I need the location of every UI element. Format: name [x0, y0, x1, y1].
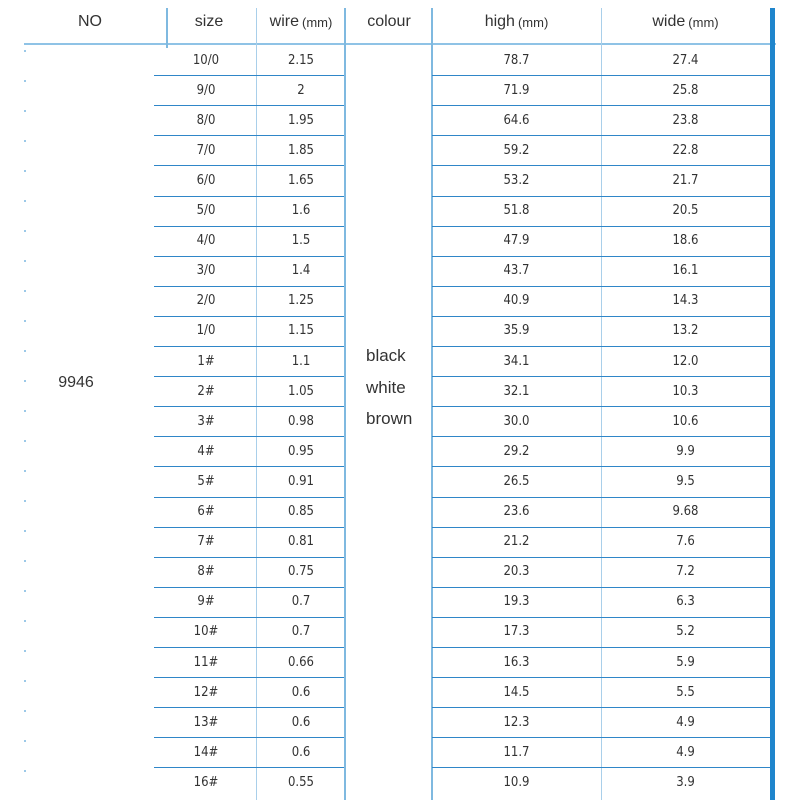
cell-high: 16.3 [503, 654, 530, 670]
cell-wide: 5.9 [676, 654, 695, 670]
cell-wide: 22.8 [672, 142, 699, 158]
row-divider [154, 165, 344, 166]
header-wide [601, 0, 770, 44]
table-row [432, 135, 770, 165]
cell-high: 12.3 [503, 714, 530, 730]
cell-wire: 0.91 [287, 473, 315, 489]
table-row [432, 647, 770, 677]
table-row [432, 286, 770, 316]
header-high [432, 0, 601, 44]
table-row [154, 45, 344, 75]
row-divider [154, 346, 344, 347]
model-number: 9946 [58, 374, 94, 391]
table-row [432, 256, 770, 286]
table-row [154, 647, 344, 677]
table-row [154, 165, 344, 195]
cell-wire: 1.1 [291, 353, 311, 369]
table-row [154, 286, 344, 316]
cell-size: 7/0 [196, 142, 216, 158]
cell-wide: 4.9 [676, 714, 695, 730]
row-divider [432, 557, 770, 558]
cell-high: 32.1 [503, 383, 530, 399]
header-wire [258, 0, 344, 44]
row-divider [154, 617, 344, 618]
cell-size: 16# [193, 774, 219, 790]
cell-wide: 20.5 [672, 203, 699, 218]
row-divider [432, 677, 770, 678]
table-row [154, 767, 344, 797]
colour-item: white [366, 377, 406, 397]
table-row [432, 346, 770, 376]
cell-wire: 1.4 [291, 263, 311, 279]
header-colour [346, 0, 432, 44]
row-divider [432, 647, 770, 648]
cell-high: 10.9 [503, 774, 530, 790]
table-row [154, 737, 344, 767]
row-divider [432, 587, 770, 588]
table-row [432, 677, 770, 707]
cell-size: 8# [197, 564, 215, 580]
row-divider [432, 165, 770, 166]
table-row [432, 767, 770, 797]
cell-size: 14# [193, 744, 219, 760]
table-row [154, 527, 344, 557]
colour-item: brown [366, 409, 413, 428]
cell-wide: 16.1 [672, 263, 699, 279]
cell-size: 5/0 [196, 203, 216, 218]
row-divider [154, 707, 344, 708]
cell-wire: 1.65 [287, 172, 315, 188]
cell-wire: 0.75 [287, 564, 315, 580]
cell-wide: 9.5 [676, 473, 695, 489]
row-divider [432, 196, 770, 197]
left-margin-marks [24, 50, 26, 790]
table-row [432, 707, 770, 737]
table-right-border [770, 8, 775, 800]
cell-high: 59.2 [503, 142, 530, 158]
row-divider [154, 767, 344, 768]
cell-high: 64.6 [503, 112, 530, 128]
row-divider [432, 497, 770, 498]
table-row [154, 196, 344, 226]
cell-wire: 1.85 [287, 142, 315, 158]
row-divider [154, 316, 344, 317]
row-divider [154, 286, 344, 287]
cell-wire: 1.15 [287, 323, 315, 339]
cell-wire: 0.55 [287, 774, 315, 790]
cell-size: 4/0 [196, 233, 216, 249]
cell-size: 5# [197, 473, 215, 489]
row-divider [154, 376, 344, 377]
cell-high: 40.9 [503, 293, 530, 309]
cell-size: 3# [197, 413, 215, 429]
cell-size: 7# [197, 534, 215, 550]
row-divider [154, 226, 344, 227]
cell-high: 20.3 [503, 564, 530, 580]
cell-high: 78.7 [503, 52, 530, 68]
col-divider-no [166, 8, 168, 48]
row-divider [432, 286, 770, 287]
row-divider [432, 767, 770, 768]
table-row [154, 466, 344, 496]
cell-size: 3/0 [196, 263, 216, 279]
row-divider [154, 135, 344, 136]
row-divider [432, 256, 770, 257]
table-row [432, 587, 770, 617]
cell-wire: 0.98 [287, 413, 315, 429]
row-divider [154, 256, 344, 257]
cell-wide: 27.4 [672, 52, 699, 68]
header-wire-label: wire [269, 13, 299, 30]
cell-wire: 0.85 [287, 504, 315, 519]
row-divider [432, 346, 770, 347]
row-divider [432, 75, 770, 76]
table-row [154, 587, 344, 617]
row-divider [432, 737, 770, 738]
row-divider [432, 316, 770, 317]
table-row [432, 406, 770, 436]
cell-wire: 1.25 [287, 293, 315, 309]
cell-wide: 5.5 [676, 684, 695, 700]
header-colour-label: colour [367, 13, 411, 30]
cell-size: 1/0 [196, 323, 216, 339]
row-divider [432, 376, 770, 377]
cell-wire: 0.66 [287, 654, 315, 670]
header-wire-unit: (mm) [302, 14, 333, 30]
cell-wide: 3.9 [676, 774, 695, 790]
cell-size: 6# [197, 504, 215, 519]
table-row [432, 436, 770, 466]
row-divider [154, 436, 344, 437]
cell-wide: 14.3 [672, 293, 699, 309]
cell-high: 51.8 [503, 203, 530, 218]
cell-size: 11# [193, 654, 219, 670]
cell-size: 2/0 [196, 293, 216, 309]
cell-size: 9# [197, 594, 215, 610]
row-divider [432, 527, 770, 528]
header-size [166, 0, 252, 44]
table-row [432, 165, 770, 195]
table-row [432, 226, 770, 256]
cell-wire: 0.6 [291, 684, 311, 700]
cell-size: 1# [197, 353, 215, 369]
cell-high: 35.9 [503, 323, 530, 339]
cell-wide: 5.2 [676, 624, 695, 640]
cell-wire: 1.05 [287, 383, 315, 399]
row-divider [154, 105, 344, 106]
header-wide-unit: (mm) [688, 14, 719, 30]
row-divider [154, 497, 344, 498]
cell-wide: 13.2 [672, 323, 699, 339]
cell-high: 14.5 [503, 684, 530, 700]
row-divider [154, 75, 344, 76]
table-row [432, 316, 770, 346]
row-divider [154, 647, 344, 648]
table-row [154, 256, 344, 286]
cell-high: 30.0 [503, 413, 530, 429]
row-divider [154, 466, 344, 467]
colour-list [346, 342, 432, 437]
cell-wire: 0.6 [291, 714, 311, 730]
cell-wide: 9.68 [672, 504, 699, 519]
row-divider [154, 587, 344, 588]
cell-size: 10# [193, 624, 219, 640]
row-divider [432, 466, 770, 467]
table-row [154, 346, 344, 376]
row-divider [432, 135, 770, 136]
table-row [154, 677, 344, 707]
cell-high: 53.2 [503, 172, 530, 188]
cell-wire: 0.95 [287, 443, 315, 459]
table-row [154, 376, 344, 406]
cell-wide: 25.8 [672, 82, 699, 98]
table-row [154, 497, 344, 527]
table-row [154, 557, 344, 587]
table-row [154, 75, 344, 105]
cell-high: 43.7 [503, 263, 530, 279]
cell-wire: 0.7 [291, 594, 311, 610]
cell-wire: 1.95 [287, 112, 315, 128]
cell-wide: 6.3 [676, 594, 695, 610]
cell-high: 19.3 [503, 594, 530, 610]
table-row [432, 497, 770, 527]
header-high-label: high [484, 13, 515, 30]
table-row [432, 196, 770, 226]
table-row [154, 135, 344, 165]
cell-wide: 10.3 [672, 383, 699, 399]
row-divider [432, 436, 770, 437]
table-row [154, 707, 344, 737]
cell-high: 34.1 [503, 353, 530, 369]
row-divider [154, 406, 344, 407]
cell-size: 12# [193, 684, 219, 700]
table-row [432, 105, 770, 135]
cell-high: 17.3 [503, 624, 530, 640]
table-row [154, 226, 344, 256]
cell-wide: 7.2 [676, 564, 695, 580]
table-row [432, 557, 770, 587]
row-divider [154, 196, 344, 197]
header-size-label: size [194, 13, 224, 30]
header-wide-label: wide [652, 13, 686, 30]
cell-wire: 0.81 [287, 534, 315, 550]
table-row [432, 466, 770, 496]
row-divider [154, 677, 344, 678]
cell-wide: 23.8 [672, 112, 699, 128]
row-divider [432, 226, 770, 227]
table-row [154, 105, 344, 135]
table-row [154, 316, 344, 346]
cell-wire: 2.15 [287, 52, 315, 68]
cell-high: 23.6 [503, 504, 530, 519]
cell-wide: 18.6 [672, 233, 699, 249]
row-divider [154, 557, 344, 558]
table-row [154, 436, 344, 466]
row-divider [432, 406, 770, 407]
cell-high: 71.9 [503, 82, 530, 98]
cell-high: 47.9 [503, 233, 530, 249]
cell-wire: 1.6 [291, 203, 311, 218]
cell-wire: 0.7 [291, 624, 311, 640]
cell-size: 6/0 [196, 172, 216, 188]
row-divider [432, 617, 770, 618]
cell-wide: 21.7 [672, 172, 699, 188]
cell-size: 8/0 [196, 112, 216, 128]
header-no-label: NO [78, 13, 102, 30]
cell-wide: 7.6 [676, 534, 695, 550]
table-row [432, 617, 770, 647]
cell-size: 2# [197, 383, 215, 399]
table-row [432, 75, 770, 105]
row-divider [432, 105, 770, 106]
cell-wire: 1.5 [291, 233, 311, 249]
header-no [52, 0, 128, 44]
cell-size: 9/0 [196, 82, 216, 98]
table-row [432, 737, 770, 767]
cell-wire: 2 [297, 82, 305, 98]
cell-high: 11.7 [503, 744, 530, 760]
colour-item: black [366, 346, 406, 365]
header-high-unit: (mm) [517, 14, 549, 30]
row-divider [432, 707, 770, 708]
cell-high: 21.2 [503, 534, 530, 550]
cell-high: 26.5 [503, 473, 530, 489]
row-divider [154, 527, 344, 528]
table-row [432, 527, 770, 557]
cell-wire: 0.6 [291, 744, 311, 760]
table-row [432, 376, 770, 406]
cell-wide: 12.0 [672, 353, 699, 369]
table-row [432, 45, 770, 75]
cell-wide: 9.9 [676, 443, 695, 459]
cell-size: 13# [193, 714, 219, 730]
cell-high: 29.2 [503, 443, 530, 459]
cell-wide: 4.9 [676, 744, 695, 760]
table-row [154, 406, 344, 436]
row-divider [154, 737, 344, 738]
cell-size: 4# [197, 443, 215, 459]
cell-wide: 10.6 [672, 413, 699, 429]
table-row [154, 617, 344, 647]
cell-size: 10/0 [192, 52, 220, 68]
